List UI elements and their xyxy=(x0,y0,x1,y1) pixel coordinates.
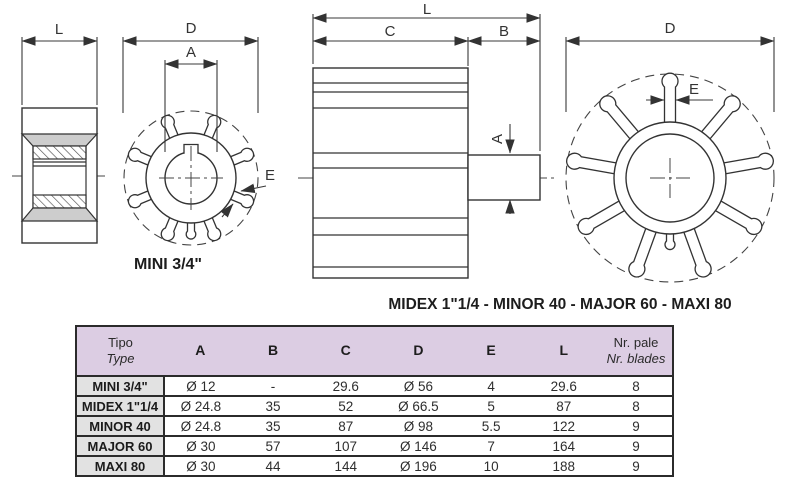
col-header-a: A xyxy=(164,326,237,376)
midex-side-view xyxy=(298,1,556,278)
cell-e: 7 xyxy=(455,436,528,456)
cell-blades: 9 xyxy=(600,436,673,456)
row-label: MINI 3/4" xyxy=(76,376,164,396)
cell-l: 164 xyxy=(527,436,600,456)
cell-d: Ø 56 xyxy=(382,376,455,396)
cell-b: 57 xyxy=(237,436,310,456)
col-header-c: C xyxy=(309,326,382,376)
washer-bottom xyxy=(22,208,97,221)
cell-a: Ø 12 xyxy=(164,376,237,396)
dim-label-e-mini: E xyxy=(265,167,276,184)
dim-label-d-large: D xyxy=(664,20,676,37)
group-caption: MIDEX 1"1/4 - MINOR 40 - MAJOR 60 - MAXI 80 xyxy=(388,296,732,313)
col-header-l: L xyxy=(527,326,600,376)
cell-a: Ø 30 xyxy=(164,436,237,456)
row-label: MINOR 40 xyxy=(76,416,164,436)
cell-c: 87 xyxy=(309,416,382,436)
cell-e: 5 xyxy=(455,396,528,416)
cell-d: Ø 66.5 xyxy=(382,396,455,416)
cell-b: - xyxy=(237,376,310,396)
dim-label-d-mini: D xyxy=(185,20,197,37)
cell-blades: 9 xyxy=(600,456,673,476)
shaft xyxy=(468,155,540,200)
mini-caption: MINI 3/4" xyxy=(133,256,203,273)
cell-l: 29.6 xyxy=(527,376,600,396)
cell-e: 5.5 xyxy=(455,416,528,436)
header-row xyxy=(76,326,673,376)
dim-label-l-midex: L xyxy=(422,1,432,18)
cell-b: 35 xyxy=(237,416,310,436)
dim-label-l-mini-side: L xyxy=(54,21,64,38)
cell-l: 122 xyxy=(527,416,600,436)
cell-blades: 8 xyxy=(600,396,673,416)
table-row xyxy=(76,376,673,396)
large-front-view xyxy=(565,20,774,282)
cell-a: Ø 24.8 xyxy=(164,396,237,416)
cell-blades: 8 xyxy=(600,376,673,396)
table-row xyxy=(76,396,673,416)
dim-label-b-midex: B xyxy=(498,23,510,40)
col-header-tipo xyxy=(76,326,164,376)
cell-blades: 9 xyxy=(600,416,673,436)
dim-label-c-midex: C xyxy=(384,23,396,40)
spec-table xyxy=(75,325,674,477)
insert-section-top xyxy=(33,146,86,159)
row-label: MAJOR 60 xyxy=(76,436,164,456)
col-header-e: E xyxy=(455,326,528,376)
row-label: MAXI 80 xyxy=(76,456,164,476)
table-row xyxy=(76,416,673,436)
cell-d: Ø 98 xyxy=(382,416,455,436)
col-header-d: D xyxy=(382,326,455,376)
cell-c: 29.6 xyxy=(309,376,382,396)
col-header-blades xyxy=(600,326,673,376)
dim-label-e-large: E xyxy=(689,81,700,98)
cell-c: 107 xyxy=(309,436,382,456)
dim-label-a-mini: A xyxy=(185,44,197,61)
col-header-b: B xyxy=(237,326,310,376)
dim-label-a-midex: A xyxy=(489,133,506,145)
nr-blades-label: Nr. blades xyxy=(606,351,666,366)
type-label: Type xyxy=(106,351,135,366)
cell-c: 52 xyxy=(309,396,382,416)
cell-a: Ø 30 xyxy=(164,456,237,476)
table-row xyxy=(76,456,673,476)
cell-l: 87 xyxy=(527,396,600,416)
washer-top xyxy=(22,134,97,146)
cell-d: Ø 146 xyxy=(382,436,455,456)
cell-b: 44 xyxy=(237,456,310,476)
row-label: MIDEX 1"1/4 xyxy=(76,396,164,416)
cell-l: 188 xyxy=(527,456,600,476)
nr-pale-label: Nr. pale xyxy=(613,334,659,350)
cell-b: 35 xyxy=(237,396,310,416)
mini-front-view xyxy=(123,20,275,245)
table-row xyxy=(76,436,673,456)
insert-section-bottom xyxy=(33,195,86,208)
tipo-label: Tipo xyxy=(108,334,133,350)
cell-c: 144 xyxy=(309,456,382,476)
cell-e: 10 xyxy=(455,456,528,476)
cell-e: 4 xyxy=(455,376,528,396)
cell-a: Ø 24.8 xyxy=(164,416,237,436)
cell-d: Ø 196 xyxy=(382,456,455,476)
mini-side-view xyxy=(12,21,107,243)
